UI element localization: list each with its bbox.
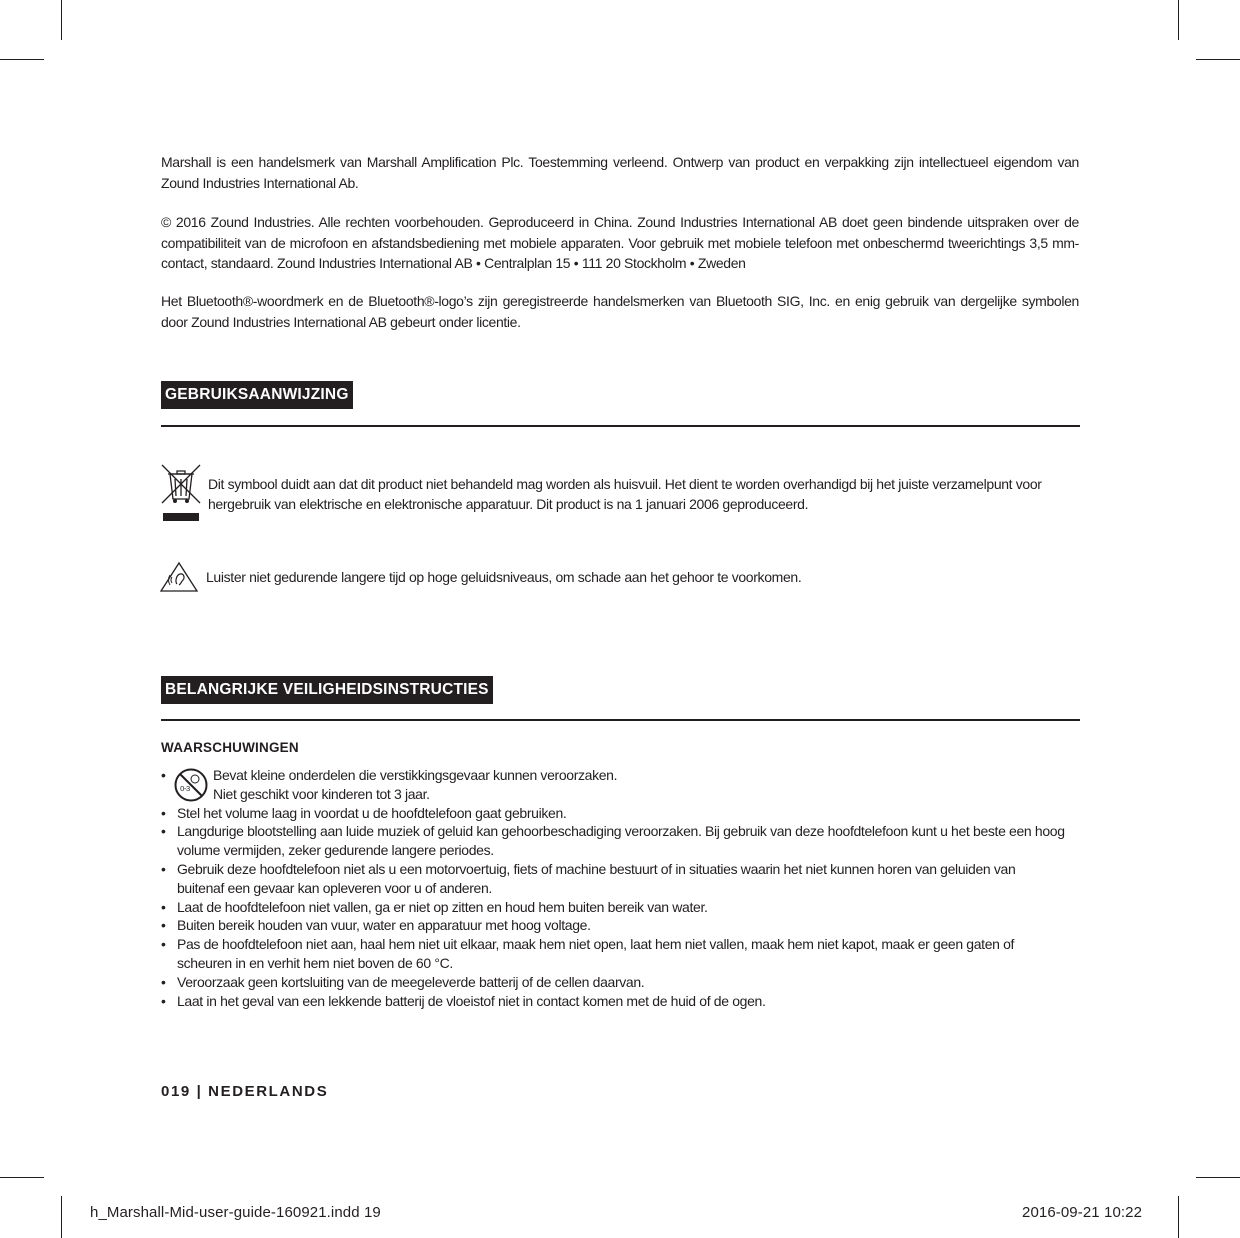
list-item-text: Langdurige blootstelling aan luide muziek of geluid kan gehoorbeschadiging veroorzaken. Bij gebruik van deze hoofdtelefoon kunt u het beste een hoog xyxy=(177,823,1065,840)
bullet: • xyxy=(161,917,166,934)
list-item xyxy=(161,860,1091,898)
age-label: 0-3 xyxy=(180,784,190,793)
trademark-paragraph: Marshall is een handelsmerk van Marshall Amplification Plc. Toestemming verleend. Ontwerp van product en verpakking zijn intellectueel eigendom van Zound Industries International Ab. xyxy=(161,154,1079,191)
list-item-text: volume vermijden, zeker gedurende langere periodes. xyxy=(177,842,494,859)
page-footer-label: 019 | NEDERLANDS xyxy=(161,1083,329,1100)
list-item-text: Niet geschikt voor kinderen tot 3 jaar. xyxy=(213,785,430,802)
warnings-list xyxy=(161,766,1091,1010)
small-parts-warning-icon xyxy=(173,767,209,803)
crop-mark xyxy=(61,1196,62,1238)
list-item xyxy=(161,822,1091,860)
list-item-text: Gebruik deze hoofdtelefoon niet als u een motorvoertuig, fiets of machine bestuurt of in situaties waarin het niet kunnen horen van geluiden van xyxy=(177,860,1016,877)
copyright-paragraph: © 2016 Zound Industries. Alle rechten voorbehouden. Geproduceerd in China. Zound Industries International AB doet geen bindende uitspraken over de compatibiliteit van de microfoon en afstandsbediening met mobiele apparaten. Voor gebruik met mobiele telefoon met onbeschermd tweerichtings 3,5 mm-contact, standaard. Zound Industries International AB • Centralplan 15 • 111 20 Stockholm • Zweden xyxy=(161,214,1079,271)
list-item xyxy=(161,916,1091,935)
list-item-text: Stel het volume laag in voordat u de hoofdtelefoon gaat gebruiken. xyxy=(177,804,567,821)
bullet: • xyxy=(161,804,166,821)
hearing-warning-text: Luister niet gedurende langere tijd op hoge geluidsniveaus, om schade aan het gehoor te voorkomen. xyxy=(206,569,802,585)
list-item-text: Veroorzaak geen kortsluiting van de meegeleverde batterij of de cellen daarvan. xyxy=(177,973,645,990)
slug-filename: h_Marshall-Mid-user-guide-160921.indd 19 xyxy=(90,1204,381,1221)
list-item-text: Pas de hoofdtelefoon niet aan, haal hem niet uit elkaar, maak hem niet open, laat hem niet vallen, maak hem niet kapot, maak er geen gaten of xyxy=(177,936,1015,953)
hearing-warning-icon xyxy=(159,561,199,593)
list-item-text: scheuren in en verhit hem niet boven de 60 °C. xyxy=(177,954,453,971)
section-rule xyxy=(161,425,1080,427)
list-item-text: Bevat kleine onderdelen die verstikkingsgevaar kunnen veroorzaken. xyxy=(213,767,618,783)
list-item xyxy=(161,898,1091,917)
weee-text-line2: hergebruik van elektrische en elektronische apparatuur. Dit product is na 1 januari 2006 geproduceerd. xyxy=(208,496,809,512)
bullet: • xyxy=(161,936,166,953)
crop-mark xyxy=(0,59,44,60)
crop-mark xyxy=(1178,1196,1179,1238)
bluetooth-paragraph: Het Bluetooth®-woordmerk en de Bluetooth®-logo’s zijn geregistreerde handelsmerken van Bluetooth SIG, Inc. en enig gebruik van dergelijke symbolen door Zound Industries International AB gebeurt onder licentie. xyxy=(161,293,1079,330)
list-item-text: Laat in het geval van een lekkende batterij de vloeistof niet in contact komen met de huid of de ogen. xyxy=(177,992,766,1009)
bullet: • xyxy=(161,898,166,915)
bullet: • xyxy=(161,823,166,840)
warnings-subheading: WAARSCHUWINGEN xyxy=(161,740,299,755)
list-item xyxy=(161,992,1091,1011)
weee-bin-icon xyxy=(160,461,202,523)
section-rule xyxy=(161,719,1080,721)
slug-timestamp: 2016-09-21 10:22 xyxy=(1022,1204,1143,1221)
list-item xyxy=(161,766,1091,804)
list-item xyxy=(161,804,1091,823)
section-heading-usage: GEBRUIKSAANWIJZING xyxy=(161,381,353,409)
crop-mark xyxy=(1196,1177,1240,1178)
crop-mark xyxy=(61,0,62,40)
section-heading-safety: BELANGRIJKE VEILIGHEIDSINSTRUCTIES xyxy=(161,676,493,704)
list-item xyxy=(161,935,1091,973)
list-item-text: Laat de hoofdtelefoon niet vallen, ga er niet op zitten en houd hem buiten bereik van water. xyxy=(177,898,708,915)
list-item-text: Buiten bereik houden van vuur, water en apparatuur met hoog voltage. xyxy=(177,917,591,934)
weee-text-line1: Dit symbool duidt aan dat dit product niet behandeld mag worden als huisvuil. Het dient te worden overhandigd bij het juiste verzamelpunt voor xyxy=(208,476,1042,492)
list-item-text: buitenaf een gevaar kan opleveren voor u of anderen. xyxy=(177,879,492,896)
crop-mark xyxy=(0,1177,44,1178)
bullet: • xyxy=(161,767,166,783)
crop-mark xyxy=(1178,0,1179,40)
bullet: • xyxy=(161,973,166,990)
bullet: • xyxy=(161,860,166,877)
list-item xyxy=(161,973,1091,992)
crop-mark xyxy=(1196,59,1240,60)
bullet: • xyxy=(161,992,166,1009)
